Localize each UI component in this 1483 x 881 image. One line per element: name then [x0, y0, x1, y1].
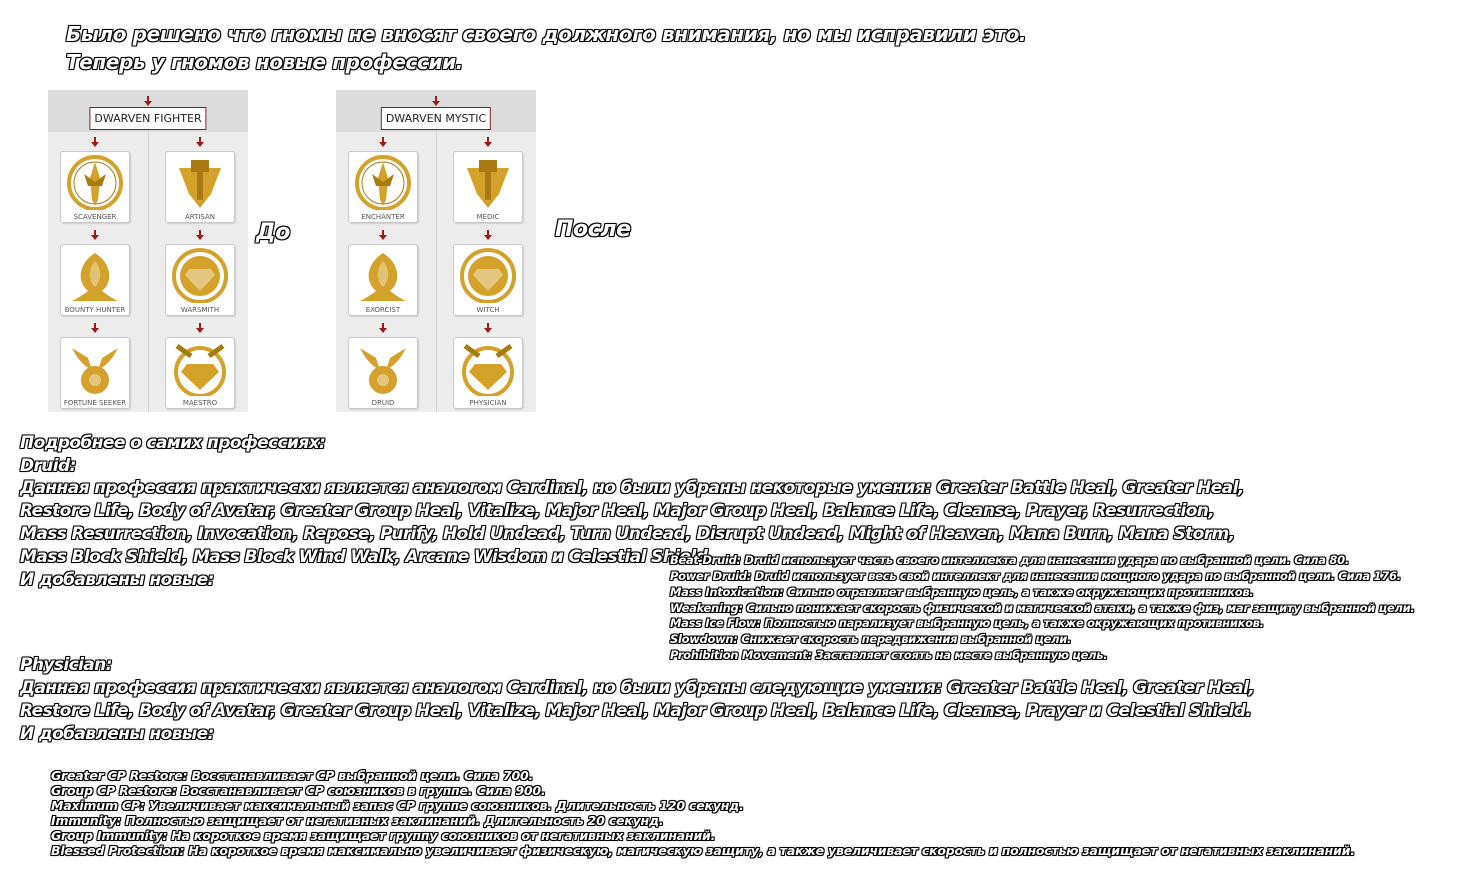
physician-description-line: Restore Life, Body of Avatar, Greater Group Heal, Vitalize, Major Heal, Major Group Heal, Balance Life, Cleanse, Prayer и Celestial Shield.	[20, 701, 1252, 721]
druid-description-line: Mass Resurrection, Invocation, Repose, Purify, Hold Undead, Turn Undead, Disrupt Undead, Might of Heaven, Mana Burn, Mana Storm,	[20, 524, 1235, 544]
class-name: MEDIC	[476, 213, 500, 221]
arrow-down-icon	[143, 96, 153, 106]
arrow-down-icon	[378, 137, 388, 147]
druid-description-line: Restore Life, Body of Avatar, Greater Group Heal, Vitalize, Major Heal, Major Group Heal, Balance Life, Cleanse, Prayer, Resurrection,	[20, 501, 1215, 521]
arrow-down-icon	[195, 137, 205, 147]
skill-item: Mass Intoxication: Сильно отравляет выбранную цель, а также окружающих противников.	[670, 585, 1254, 599]
arrow-down-icon	[378, 323, 388, 333]
physician-title: Physician:	[20, 655, 112, 675]
arrow-down-icon	[90, 323, 100, 333]
class-tree-before	[48, 90, 248, 412]
druid-description-line: Mass Block Shield, Mass Block Wind Walk, Arcane Wisdom и Celestial Shield.	[20, 547, 714, 567]
skill-item: Blessed Protection: На короткое время максимально увеличивает физическую, магическую защиту, а также увеличивает скорость и полностью защищает от негативных заклинаний.	[51, 843, 1355, 858]
class-name: SCAVENGER	[73, 213, 117, 221]
class-name: EXORCIST	[365, 306, 401, 314]
skill-item: Mass Ice Flow: Полностью парализует выбранную цель, а также окружающих противников.	[670, 616, 1264, 630]
skill-item: Prohibition Movement: Заставляет стоять на месте выбранную цель.	[670, 648, 1108, 662]
physician-description-line: Данная профессия практически является аналогом Cardinal, но были убраны следующие умения: Greater Battle Heal, Greater Heal,	[20, 678, 1255, 698]
arrow-down-icon	[90, 137, 100, 147]
class-name: BOUNTY HUNTER	[64, 306, 126, 314]
class-card-physician	[453, 337, 523, 409]
class-card-enchanter	[348, 151, 418, 223]
class-card-scavenger	[60, 151, 130, 223]
arrow-down-icon	[195, 230, 205, 240]
root-class-label: DWARVEN FIGHTER	[89, 107, 206, 130]
after-label: После	[555, 217, 631, 242]
class-card-druid	[348, 337, 418, 409]
skill-item: Weakening: Сильно понижает скорость физической и магической атаки, а также физ, маг защиту выбранной цели.	[670, 601, 1415, 615]
root-class-label: DWARVEN MYSTIC	[381, 107, 491, 130]
class-card-maestro	[165, 337, 235, 409]
arrow-down-icon	[90, 230, 100, 240]
class-name: WARSMITH	[180, 306, 220, 314]
class-card-warsmith	[165, 244, 235, 316]
druid-description-line: Данная профессия практически является аналогом Cardinal, но были убраны некоторые умения: Greater Battle Heal, Greater Heal,	[20, 478, 1244, 498]
class-name: PHYSICIAN	[469, 399, 507, 407]
class-name: FORTUNE SEEKER	[63, 399, 127, 407]
class-tree-after	[336, 90, 536, 412]
arrow-down-icon	[431, 96, 441, 106]
class-name: DRUID	[371, 399, 395, 407]
druid-title: Druid:	[20, 456, 76, 476]
skill-item: Beat Druid: Druid использует часть своего интеллекта для нанесения удара по выбранной цели. Сила 80.	[670, 553, 1349, 567]
class-name: ARTISAN	[184, 213, 216, 221]
class-card-artisan	[165, 151, 235, 223]
details-intro: Подробнее о самих профессиях:	[20, 433, 326, 453]
skill-item: Immunity: Полностью защищает от негативных заклинаний. Длительность 20 секунд.	[51, 813, 664, 828]
class-card-exorcist	[348, 244, 418, 316]
skill-item: Greater CP Restore: Восстанавливает CP выбранной цели. Сила 700.	[51, 768, 534, 783]
arrow-down-icon	[378, 230, 388, 240]
skill-item: Group Immunity: На короткое время защищает группу союзников от негативных заклинаний.	[51, 828, 716, 843]
class-name: WITCH	[476, 306, 500, 314]
class-card-medic	[453, 151, 523, 223]
heading-line-2: Теперь у гномов новые профессии.	[66, 50, 463, 74]
arrow-down-icon	[483, 137, 493, 147]
arrow-down-icon	[195, 323, 205, 333]
class-name: MAESTRO	[182, 399, 218, 407]
arrow-down-icon	[483, 323, 493, 333]
skill-item: Slowdown: Снижает скорость передвижения выбранной цели.	[670, 632, 1072, 646]
physician-new-skills-intro: И добавлены новые:	[20, 724, 214, 744]
skill-item: Maximum CP: Увеличивает максимальный запас CP группе союзников. Длительность 120 секунд.	[51, 798, 744, 813]
class-name: ENCHANTER	[361, 213, 405, 221]
column-divider	[436, 132, 437, 412]
class-card-bounty-hunter	[60, 244, 130, 316]
class-card-witch	[453, 244, 523, 316]
skill-item: Power Druid: Druid использует весь свой интеллект для нанесения мощного удара по выбранной цели. Сила 176.	[670, 569, 1401, 583]
column-divider	[148, 132, 149, 412]
arrow-down-icon	[483, 230, 493, 240]
before-label: До	[256, 220, 290, 245]
heading-line-1: Было решено что гномы не вносят своего должного внимания, но мы исправили это.	[66, 22, 1027, 46]
class-card-fortune-seeker	[60, 337, 130, 409]
druid-new-skills-intro: И добавлены новые:	[20, 570, 214, 590]
skill-item: Group CP Restore: Восстанавливает CP союзников в группе. Сила 900.	[51, 783, 546, 798]
